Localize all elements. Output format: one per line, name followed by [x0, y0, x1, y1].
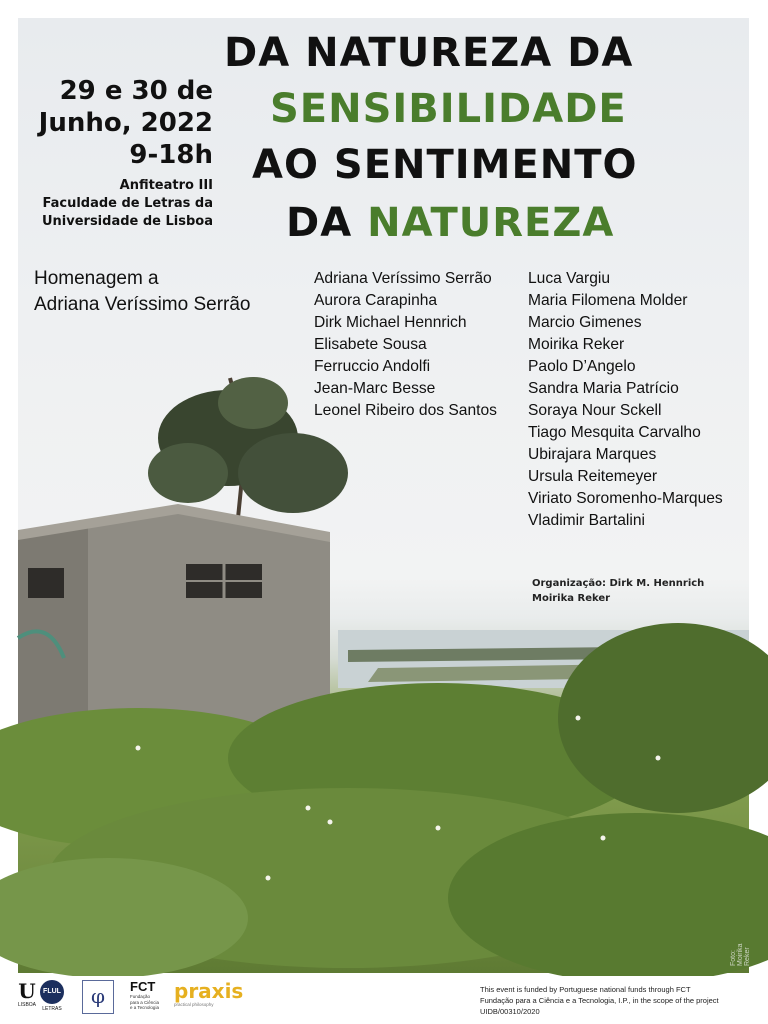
date-line-2: Junho, 2022 — [38, 108, 213, 138]
speaker-list-col-2 — [528, 268, 723, 532]
speaker-name: Adriana Veríssimo Serrão — [314, 270, 492, 287]
phi-icon: φ — [90, 984, 105, 1008]
tribute-line-1: Homenagem a — [34, 268, 159, 289]
title-line-4 — [286, 200, 614, 246]
funding-note: This event is funded by Portuguese national funds through FCT Fundação para a Ciência e a Tecnologia, I.P., in the scope of the project UIDB/00310/2020 — [480, 985, 719, 1016]
title-line-2: SENSIBILIDADE — [270, 86, 627, 132]
philosophy-centre-logo — [82, 980, 114, 1014]
fct-logo: FCT Fundação para a Ciência e a Tecnologia — [130, 979, 160, 1010]
speaker-name: Dirk Michael Hennrich — [314, 314, 467, 331]
speaker-name: Moirika Reker — [528, 336, 625, 353]
ulisboa-logo: U LISBOA — [17, 979, 37, 1008]
venue-line-1: Anfiteatro III — [119, 178, 213, 193]
footer — [0, 976, 768, 1024]
speaker-name: Aurora Carapinha — [314, 292, 438, 309]
speaker-name: Soraya Nour Sckell — [528, 402, 662, 419]
speaker-name: Ursula Reitemeyer — [528, 468, 658, 485]
title-line-1: DA NATUREZA DA — [224, 30, 634, 76]
speaker-name: Luca Vargiu — [528, 270, 611, 287]
organization-line-1: Organização: Dirk M. Hennrich — [532, 578, 705, 589]
flul-logo: FLUL LETRAS — [40, 980, 64, 1012]
speaker-name: Ubirajara Marques — [528, 446, 657, 463]
venue-line-3: Universidade de Lisboa — [41, 214, 213, 229]
organization-line-2: Moirika Reker — [532, 593, 611, 604]
speaker-name: Leonel Ribeiro dos Santos — [314, 402, 497, 419]
speaker-name: Sandra Maria Patrício — [528, 380, 679, 397]
ruined-building — [18, 504, 330, 738]
date-line-1: 29 e 30 de — [59, 76, 213, 106]
speaker-name: Vladimir Bartalini — [528, 512, 645, 529]
event-time: 9-18h — [129, 140, 213, 170]
title-word-natureza: NATUREZA — [367, 200, 615, 246]
tribute-line-2: Adriana Veríssimo Serrão — [34, 294, 251, 315]
photo-credit: Foto: Moirika Reker — [730, 943, 751, 966]
speaker-name: Viriato Soromenho-Marques — [528, 490, 723, 507]
speaker-name: Elisabete Sousa — [314, 336, 427, 353]
speaker-name: Ferruccio Andolfi — [314, 358, 431, 375]
praxis-logo: praxis practical philosophy — [174, 979, 244, 1007]
speaker-name: Marcio Gimenes — [528, 314, 642, 331]
speaker-name: Tiago Mesquita Carvalho — [528, 424, 701, 441]
venue-line-2: Faculdade de Letras da — [42, 196, 213, 211]
title-line-3: AO SENTIMENTO — [252, 142, 638, 188]
speaker-name: Maria Filomena Molder — [528, 292, 688, 309]
speaker-name: Jean-Marc Besse — [314, 380, 436, 397]
poster — [18, 18, 749, 973]
speaker-list-col-1 — [314, 268, 497, 422]
speaker-name: Paolo D’Angelo — [528, 358, 636, 375]
title-word-da: DA — [286, 200, 353, 246]
